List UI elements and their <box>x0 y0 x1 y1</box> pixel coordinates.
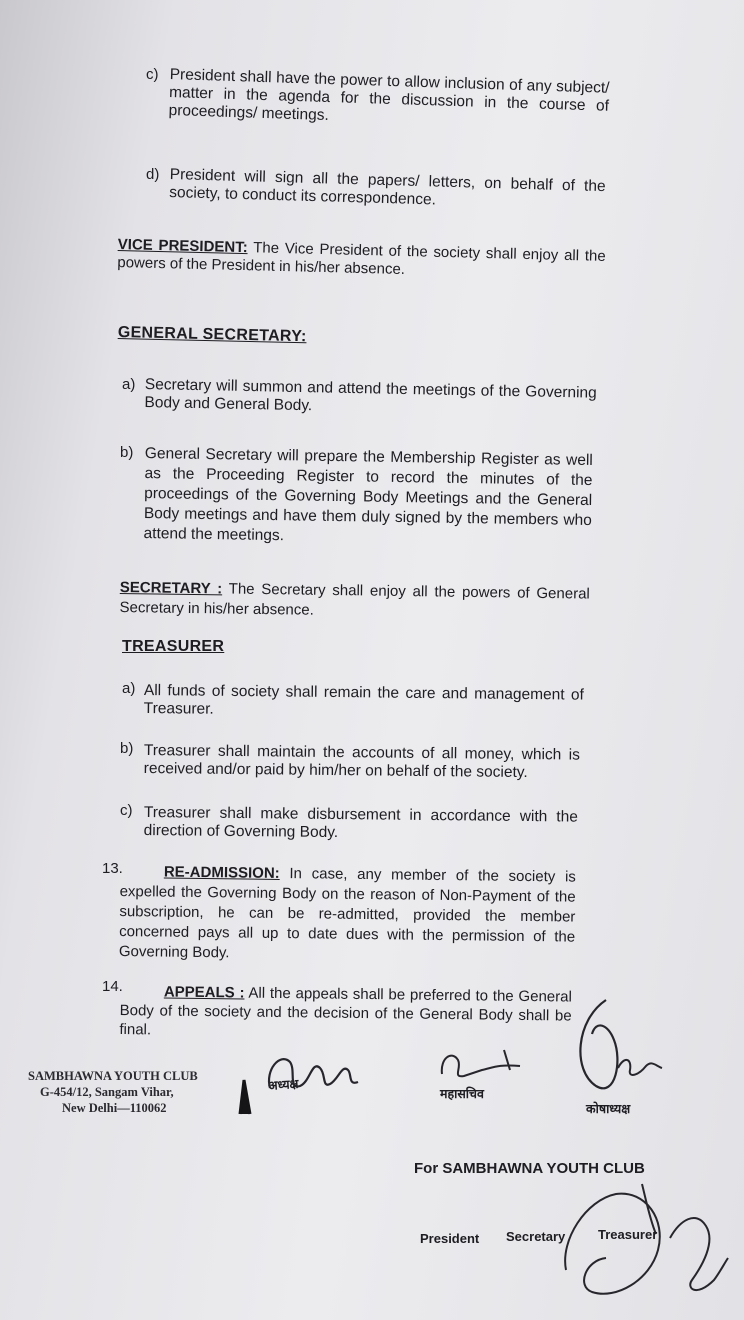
handwritten-signature <box>566 990 676 1100</box>
section-number: 14. <box>102 978 123 995</box>
stamp-line-3: New Delhi—110062 <box>62 1101 167 1115</box>
appeals-text: All the appeals shall be preferred to the General Body of the society and the decision of the General Body shall be final. <box>119 984 572 1039</box>
general-secretary-heading: GENERAL SECRETARY: <box>117 324 307 346</box>
hindi-secretary-stamp: महासचिव <box>440 1087 484 1101</box>
readmission-text: In case, any member of the society is expelled the Governing Body on the reason of Non-Payment of the subscription, he can be re-admitted, provided the member concerned pays all up to date dues with the permission of the Governing Body. <box>118 865 576 962</box>
secretary-text: The Secretary shall enjoy all the powers of General Secretary in his/her absence. <box>119 580 590 619</box>
hindi-president-stamp: अध्यक्ष <box>267 1076 299 1094</box>
general-secretary-clause-a: Secretary will summon and attend the meetings of the Governing Body and General Body. <box>144 376 597 415</box>
stamp-line-2: G-454/12, Sangam Vihar, <box>40 1085 174 1099</box>
stamp-line-1: SAMBHAWNA YOUTH CLUB <box>28 1069 198 1083</box>
clause-marker: c) <box>146 66 159 83</box>
vice-president-paragraph <box>117 236 606 284</box>
general-secretary-clause-b: General Secretary will prepare the Membership Register as well as the Proceeding Register to record the minutes of the proceedings of the Governing Body Meetings and the General Body meetings and have them duly signed by the members who attend the meetings. <box>143 444 593 545</box>
footer-secretary-label: Secretary <box>506 1229 566 1244</box>
treasurer-clause-a: All funds of society shall remain the care and management of Treasurer. <box>143 682 584 718</box>
footer-treasurer-label: Treasurer <box>598 1227 658 1242</box>
vice-president-heading: VICE PRESIDENT: <box>117 236 248 257</box>
handwritten-signature <box>430 1030 550 1090</box>
president-clause-d: President will sign all the papers/ letters, on behalf of the society, to conduct its correspondence. <box>169 166 606 209</box>
footer-president-label: President <box>420 1231 480 1246</box>
clause-marker: c) <box>120 802 133 819</box>
handwritten-signature <box>546 1180 732 1308</box>
vice-president-text: The Vice President of the society shall enjoy all the powers of the President in his/her absence. <box>117 239 606 279</box>
clause-marker: b) <box>120 444 134 461</box>
club-stamp <box>28 1068 198 1116</box>
clause-marker: a) <box>122 680 136 697</box>
clause-marker: d) <box>146 166 160 183</box>
section-number: 13. <box>102 860 123 877</box>
clause-marker: b) <box>120 740 134 757</box>
president-clause-c: President shall have the power to allow inclusion of any subject/ matter in the agenda for the discussion in the course of proceedings/ meetings. <box>168 66 610 125</box>
for-club-line: For SAMBHAWNA YOUTH CLUB <box>414 1160 645 1177</box>
handwritten-signature <box>230 1030 380 1120</box>
appeals-heading: APPEALS : <box>163 983 245 1002</box>
secretary-heading: SECRETARY : <box>119 578 223 598</box>
treasurer-heading: TREASURER <box>122 638 225 655</box>
treasurer-clause-c: Treasurer shall make disbursement in accordance with the direction of Governing Body. <box>143 804 578 842</box>
secretary-paragraph <box>119 578 590 625</box>
hindi-treasurer-stamp: कोषाध्यक्ष <box>586 1102 631 1116</box>
treasurer-clause-b: Treasurer shall maintain the accounts of all money, which is received and/or paid by him/her on behalf of the society. <box>143 742 580 782</box>
readmission-heading: RE-ADMISSION: <box>163 863 280 882</box>
clause-marker: a) <box>122 376 136 393</box>
readmission-paragraph <box>119 862 576 968</box>
